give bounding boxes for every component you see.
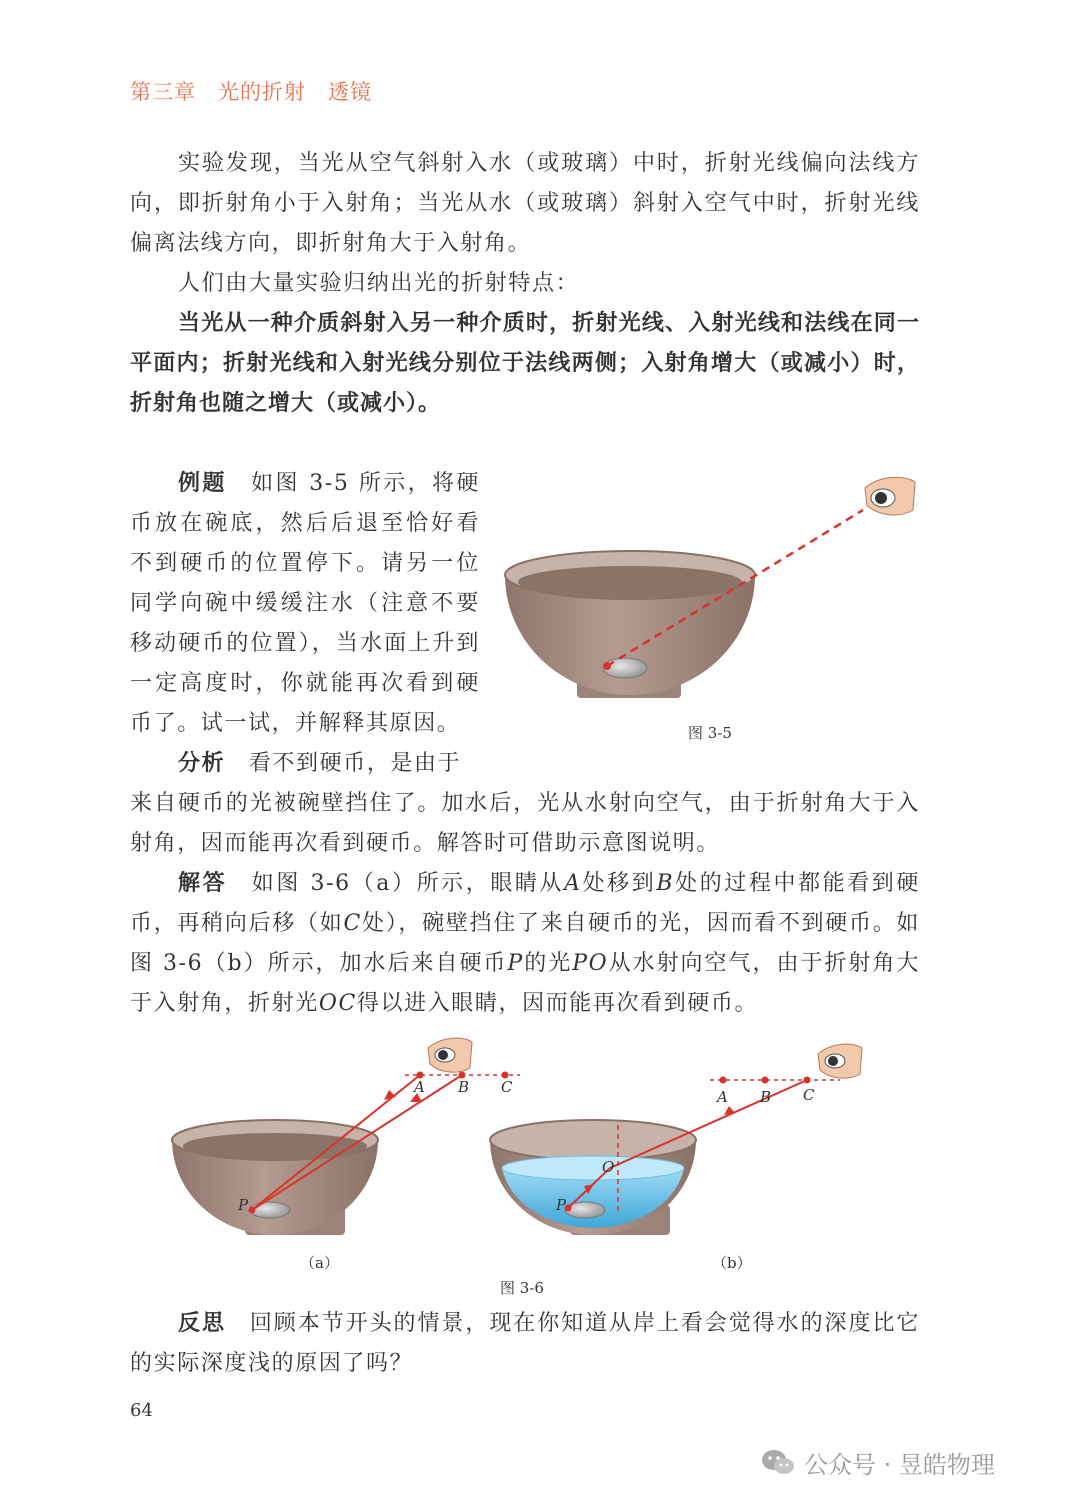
label-p: P <box>556 1196 567 1214</box>
figure-3-6-caption: 图 3-6 <box>500 1279 544 1297</box>
answer-var-a: A <box>564 871 582 896</box>
answer-label: 解答 <box>178 871 228 896</box>
analysis-text-b: 来自硬币的光被碗壁挡住了。加水后，光从水射向空气，由于折射角大于入射角，因而能再次看到硬币。解答时可借助示意图说明。 <box>130 791 920 856</box>
answer-text-6: 从水射向空气，由于折射角大于入射角，折射光 <box>130 951 920 1016</box>
label-a: A <box>717 1088 728 1106</box>
paragraph-refraction-rules: 当光从一种介质斜射入另一种介质时，折射光线、入射光线和法线在同一平面内；折射光线和入射光线分别位于法线两侧；入射角增大（或减小）时，折射角也随之增大（或减小）。 <box>130 311 920 416</box>
coin <box>250 1202 290 1218</box>
reflection-label: 反思 <box>178 1311 226 1336</box>
analysis-label: 分析 <box>178 751 226 776</box>
eye-icon <box>428 1038 472 1072</box>
analysis-first-line <box>130 744 480 784</box>
eye-icon <box>865 477 915 515</box>
label-b: B <box>760 1088 772 1106</box>
page-number: 64 <box>130 1400 153 1421</box>
paragraph-summary-intro: 人们由大量实验归纳出光的折射特点： <box>178 271 580 296</box>
watermark-text: 公众号 · 昱皓物理 <box>804 1451 995 1479</box>
answer-var-po: PO <box>572 951 609 976</box>
label-o: O <box>602 1158 615 1176</box>
label-b: B <box>458 1078 470 1096</box>
answer-text-4: 处），碗壁挡住了来自硬币的光，因而看不到硬币。如图 3-6（b）所示，加水后来自硬币 <box>130 911 921 976</box>
answer-var-p: P <box>507 951 524 976</box>
wechat-icon <box>760 1448 796 1478</box>
eye-icon <box>818 1044 862 1078</box>
bowl-inside <box>518 566 742 598</box>
paragraph-experiment: 实验发现，当光从空气斜射入水（或玻璃）中时，折射光线偏向法线方向，即折射角小于入射角；当光从水（或玻璃）斜射入空气中时，折射光线偏离法线方向，即折射角大于入射角。 <box>130 151 920 256</box>
answer-text-3: 处的过程中都能看到硬币，再稍向后移（如 <box>130 871 920 936</box>
label-p: P <box>238 1196 249 1214</box>
analysis-text-a: 看不到硬币，是由于 <box>248 751 462 776</box>
reflection-block <box>130 1304 920 1384</box>
answer-var-oc: OC <box>318 991 357 1016</box>
figure-3-5 <box>495 470 925 710</box>
figure-3-6b-caption: （b） <box>712 1254 752 1272</box>
example-text: 如图 3-5 所示，将硬币放在碗底，然后后退至恰好看不到硬币的位置停下。请另一位同学向碗中缓缓注水（注意不要移动硬币的位置），当水面上升到一定高度时，你就能再次看到硬币了。试一试，并解释其原因。 <box>130 471 480 736</box>
watermark <box>760 1445 995 1480</box>
water-surface <box>502 1156 684 1180</box>
figure-3-6b <box>480 1040 880 1240</box>
label-c: C <box>501 1078 513 1096</box>
chapter-header: 第三章 光的折射 透镜 <box>130 80 372 104</box>
answer-text-2: 处移到 <box>581 871 657 896</box>
answer-text-5: 的光 <box>523 951 573 976</box>
answer-text-7: 得以进入眼睛，因而能再次看到硬币。 <box>356 991 759 1016</box>
answer-var-b: B <box>656 871 675 896</box>
figure-3-6a-caption: （a） <box>300 1254 339 1272</box>
label-a: A <box>414 1078 425 1096</box>
reflection-text: 回顾本节开头的情景，现在你知道从岸上看会觉得水的深度比它的实际深度浅的原因了吗？ <box>130 1311 920 1376</box>
answer-block <box>130 864 920 1024</box>
example-label: 例题 <box>178 471 227 496</box>
coin-point <box>603 662 611 670</box>
figure-3-5-caption: 图 3-5 <box>688 724 732 742</box>
answer-text-1: 如图 3-6（a）所示，眼睛从 <box>251 871 565 896</box>
answer-var-c: C <box>343 911 362 936</box>
label-c: C <box>803 1086 815 1104</box>
example-block <box>130 464 480 744</box>
